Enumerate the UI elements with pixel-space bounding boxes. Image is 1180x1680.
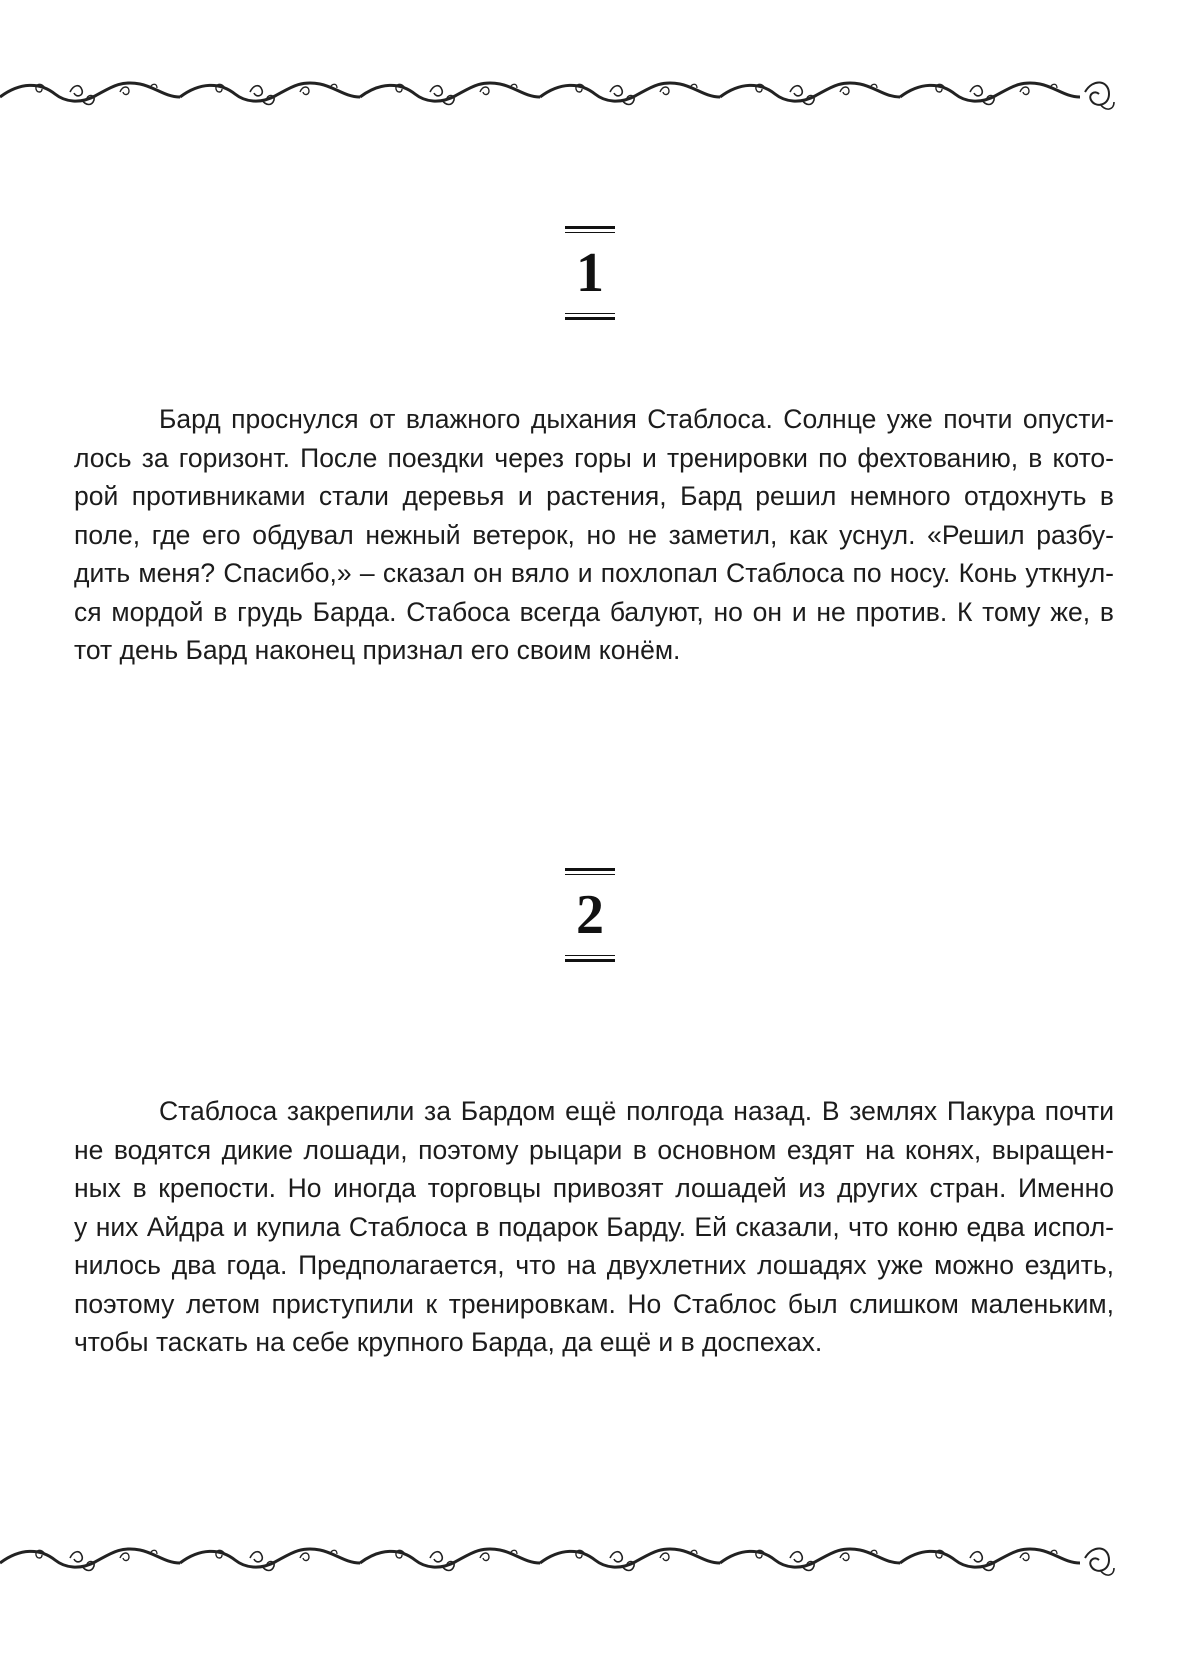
text-line: дить меня? Спасибо,» – сказал он вяло и похлопал Стаблоса по носу. Конь уткнул- bbox=[74, 558, 1114, 588]
text-line: ных в крепости. Но иногда торговцы привозят лошадей из других стран. Именно bbox=[74, 1173, 1114, 1203]
text-line: нилось два года. Предполагается, что на двухлетних лошадях уже можно ездить, bbox=[74, 1250, 1114, 1280]
chapter-rule-top bbox=[565, 226, 615, 233]
chapter-1-paragraph bbox=[74, 400, 1114, 670]
text-line: ся мордой в грудь Барда. Стабоса всегда балуют, но он и не против. К тому же, в bbox=[74, 596, 1114, 627]
chapter-heading-2 bbox=[0, 868, 1180, 962]
text-line: Стаблоса закрепили за Бардом ещё полгода назад. В землях Пакура почти bbox=[159, 1096, 1114, 1126]
chapter-rule-top bbox=[565, 868, 615, 875]
text-line: рой противниками стали деревья и растения, Бард решил немного отдохнуть в bbox=[74, 481, 1114, 511]
text-line: лось за горизонт. После поездки через горы и тренировки по фехтованию, в кото- bbox=[74, 442, 1114, 473]
chapter-rule-bottom bbox=[565, 313, 615, 320]
chapter-number: 1 bbox=[576, 242, 604, 304]
text-line: тот день Бард наконец признал его своим конём. bbox=[74, 635, 681, 665]
chapter-2-paragraph bbox=[74, 1092, 1114, 1362]
chapter-rule-bottom bbox=[565, 955, 615, 962]
text-line: Бард проснулся от влажного дыхания Стаблоса. Солнце уже почти опусти- bbox=[159, 404, 1114, 434]
chapter-number: 2 bbox=[576, 884, 604, 946]
text-line: поле, где его обдувал нежный ветерок, но не заметил, как уснул. «Решил разбу- bbox=[74, 519, 1114, 550]
text-line: чтобы таскать на себе крупного Барда, да ещё и в доспехах. bbox=[74, 1327, 823, 1357]
ornamental-border-top bbox=[0, 62, 1180, 132]
text-line: не водятся дикие лошади, поэтому рыцари в основном ездят на конях, выращен- bbox=[74, 1134, 1114, 1165]
text-line: поэтому летом приступили к тренировкам. Но Стаблос был слишком маленьким, bbox=[74, 1288, 1114, 1319]
chapter-heading-1 bbox=[0, 226, 1180, 320]
text-line: у них Айдра и купила Стаблоса в подарок Барду. Ей сказали, что коню едва испол- bbox=[74, 1211, 1114, 1242]
ornamental-border-bottom bbox=[0, 1528, 1180, 1598]
